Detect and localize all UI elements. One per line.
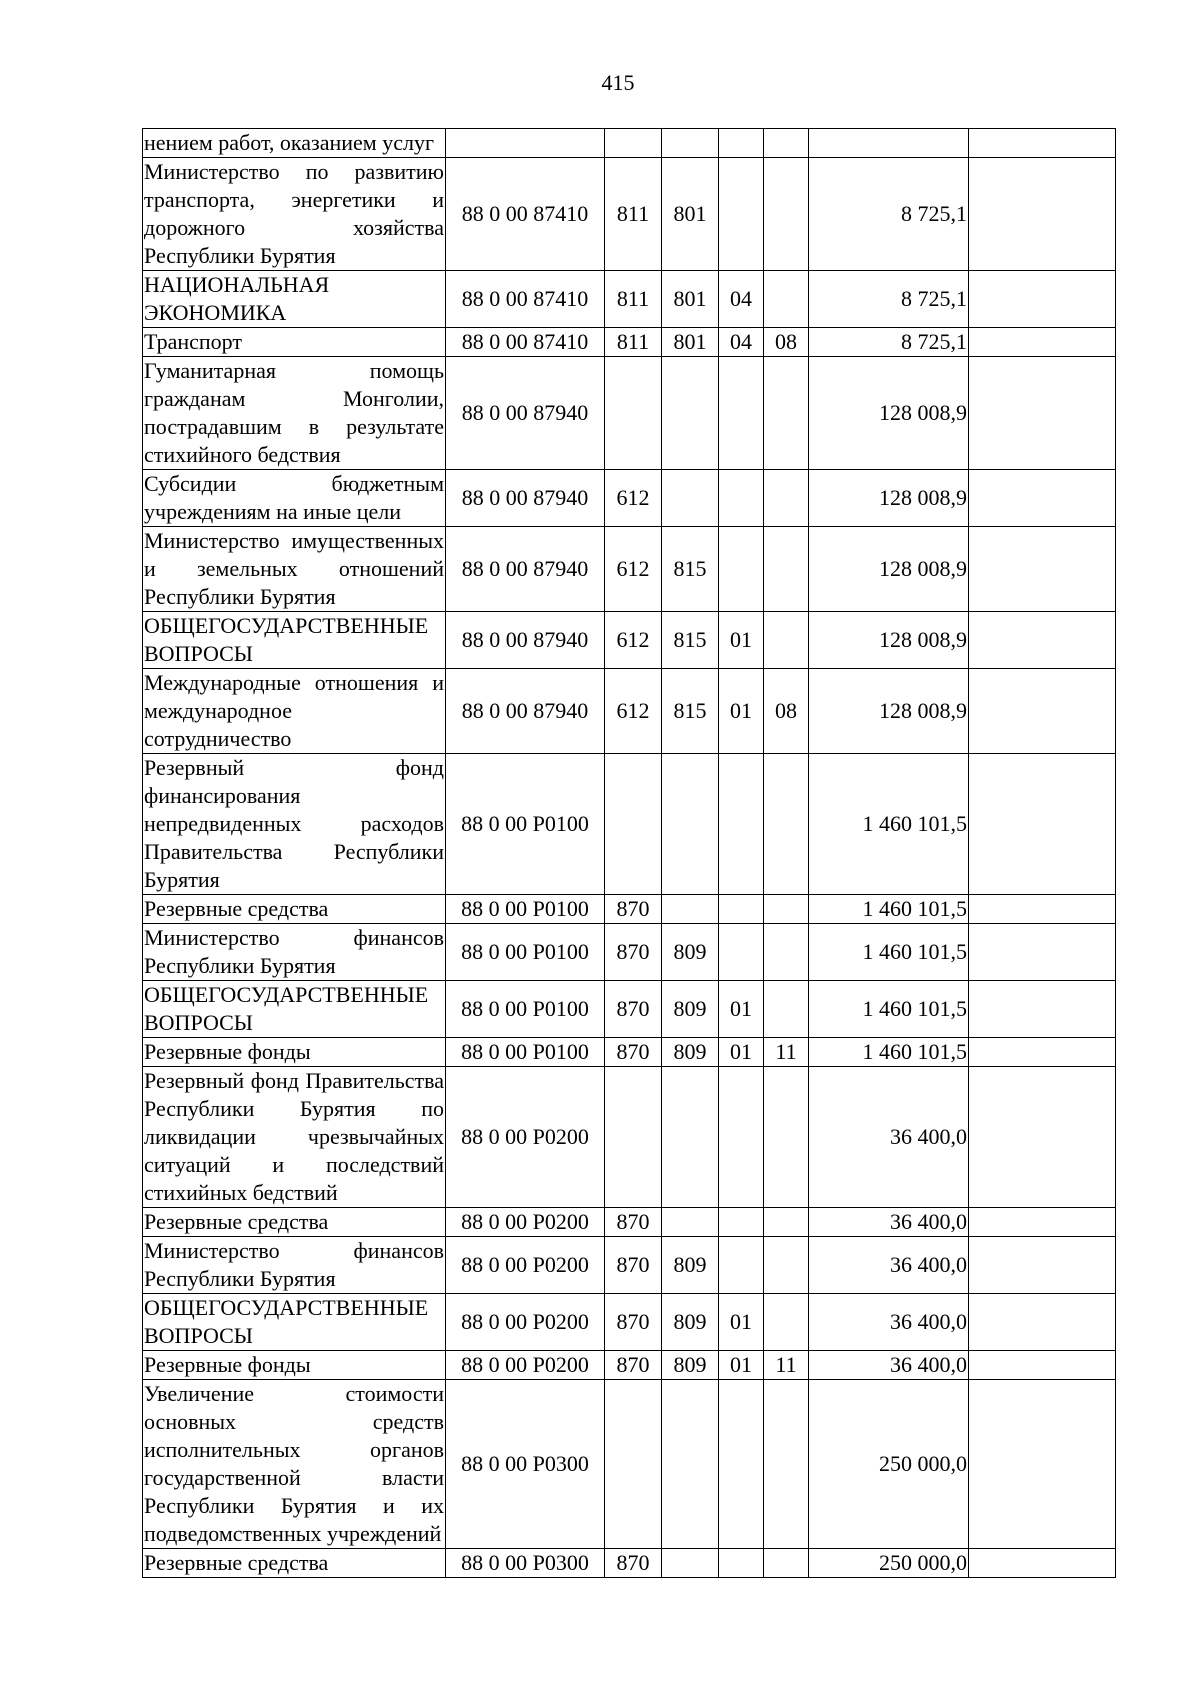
row-section xyxy=(719,924,764,981)
table-row xyxy=(143,1294,1116,1351)
row-subsection xyxy=(764,612,809,669)
table-row xyxy=(143,669,1116,754)
row-amount: 8 725,1 xyxy=(809,328,969,357)
row-name: ОБЩЕГОСУДАРСТВЕННЫЕ ВОПРОСЫ xyxy=(143,612,446,669)
row-name: Министерство по развитию транспорта, энергетики и дорожного хозяйства Республики Бурятия xyxy=(143,158,446,271)
row-subsection xyxy=(764,981,809,1038)
row-section xyxy=(719,527,764,612)
row-name: Резервные фонды xyxy=(143,1351,446,1380)
row-empty-column xyxy=(969,527,1116,612)
row-subsection: 11 xyxy=(764,1351,809,1380)
row-target-code: 88 0 00 P0300 xyxy=(446,1549,605,1578)
row-ministry-code: 809 xyxy=(662,1351,719,1380)
table-row xyxy=(143,129,1116,158)
row-expense-type xyxy=(605,357,662,470)
row-name: Увеличение стоимости основных средств исполнительных органов государственной власти Республики Бурятия и их подведомственных учреждений xyxy=(143,1380,446,1549)
row-section xyxy=(719,1067,764,1208)
row-subsection xyxy=(764,895,809,924)
row-ministry-code xyxy=(662,1549,719,1578)
row-amount: 36 400,0 xyxy=(809,1351,969,1380)
row-section xyxy=(719,1380,764,1549)
row-target-code: 88 0 00 P0300 xyxy=(446,1380,605,1549)
row-ministry-code xyxy=(662,470,719,527)
table-row xyxy=(143,1067,1116,1208)
row-amount: 36 400,0 xyxy=(809,1208,969,1237)
row-section: 01 xyxy=(719,1351,764,1380)
row-empty-column xyxy=(969,1351,1116,1380)
row-section xyxy=(719,1549,764,1578)
row-ministry-code xyxy=(662,1067,719,1208)
table-row xyxy=(143,612,1116,669)
row-subsection xyxy=(764,527,809,612)
row-amount: 1 460 101,5 xyxy=(809,895,969,924)
row-ministry-code xyxy=(662,895,719,924)
row-target-code: 88 0 00 P0200 xyxy=(446,1208,605,1237)
row-section xyxy=(719,1208,764,1237)
row-section: 04 xyxy=(719,328,764,357)
row-section: 04 xyxy=(719,271,764,328)
row-empty-column xyxy=(969,357,1116,470)
row-expense-type: 811 xyxy=(605,328,662,357)
row-ministry-code: 815 xyxy=(662,612,719,669)
row-name: Международные отношения и международное сотрудничество xyxy=(143,669,446,754)
row-expense-type xyxy=(605,129,662,158)
row-target-code: 88 0 00 P0200 xyxy=(446,1237,605,1294)
row-section: 01 xyxy=(719,981,764,1038)
row-empty-column xyxy=(969,1237,1116,1294)
row-empty-column xyxy=(969,1380,1116,1549)
row-amount: 128 008,9 xyxy=(809,669,969,754)
row-section xyxy=(719,129,764,158)
row-subsection: 08 xyxy=(764,669,809,754)
table-row xyxy=(143,981,1116,1038)
row-expense-type xyxy=(605,1380,662,1549)
row-ministry-code: 815 xyxy=(662,527,719,612)
row-subsection: 08 xyxy=(764,328,809,357)
row-name: ОБЩЕГОСУДАРСТВЕННЫЕ ВОПРОСЫ xyxy=(143,1294,446,1351)
row-empty-column xyxy=(969,1038,1116,1067)
row-expense-type: 870 xyxy=(605,1351,662,1380)
row-subsection xyxy=(764,470,809,527)
row-amount: 128 008,9 xyxy=(809,527,969,612)
row-ministry-code: 809 xyxy=(662,1294,719,1351)
row-subsection xyxy=(764,1549,809,1578)
row-amount: 128 008,9 xyxy=(809,470,969,527)
row-expense-type: 612 xyxy=(605,527,662,612)
row-expense-type xyxy=(605,1067,662,1208)
row-empty-column xyxy=(969,895,1116,924)
row-empty-column xyxy=(969,158,1116,271)
row-expense-type: 870 xyxy=(605,981,662,1038)
row-amount: 128 008,9 xyxy=(809,612,969,669)
row-expense-type: 612 xyxy=(605,612,662,669)
row-name: Министерство финансов Республики Бурятия xyxy=(143,1237,446,1294)
row-expense-type: 870 xyxy=(605,895,662,924)
row-expense-type: 612 xyxy=(605,669,662,754)
row-section: 01 xyxy=(719,669,764,754)
row-expense-type: 870 xyxy=(605,1294,662,1351)
row-name: НАЦИОНАЛЬНАЯ ЭКОНОМИКА xyxy=(143,271,446,328)
row-ministry-code: 809 xyxy=(662,1038,719,1067)
row-name: Гуманитарная помощь гражданам Монголии, пострадавшим в результате стихийного бедствия xyxy=(143,357,446,470)
row-expense-type: 870 xyxy=(605,1549,662,1578)
row-empty-column xyxy=(969,470,1116,527)
table-row xyxy=(143,1038,1116,1067)
budget-table xyxy=(142,128,1116,1578)
row-amount: 8 725,1 xyxy=(809,271,969,328)
row-amount xyxy=(809,129,969,158)
row-name: Резервные средства xyxy=(143,895,446,924)
row-section: 01 xyxy=(719,612,764,669)
row-subsection xyxy=(764,158,809,271)
row-expense-type: 870 xyxy=(605,1038,662,1067)
row-target-code: 88 0 00 P0200 xyxy=(446,1294,605,1351)
row-name: Субсидии бюджетным учреждениям на иные цели xyxy=(143,470,446,527)
row-section xyxy=(719,357,764,470)
row-expense-type: 612 xyxy=(605,470,662,527)
row-target-code: 88 0 00 P0200 xyxy=(446,1351,605,1380)
table-row xyxy=(143,271,1116,328)
table-row xyxy=(143,895,1116,924)
row-empty-column xyxy=(969,754,1116,895)
row-subsection xyxy=(764,1380,809,1549)
row-ministry-code: 801 xyxy=(662,271,719,328)
row-section xyxy=(719,158,764,271)
row-ministry-code xyxy=(662,357,719,470)
row-empty-column xyxy=(969,1294,1116,1351)
row-amount: 8 725,1 xyxy=(809,158,969,271)
row-name: Резервный фонд финансирования непредвиденных расходов Правительства Республики Бурятия xyxy=(143,754,446,895)
table-row xyxy=(143,1351,1116,1380)
row-expense-type: 870 xyxy=(605,924,662,981)
row-section: 01 xyxy=(719,1294,764,1351)
row-empty-column xyxy=(969,669,1116,754)
row-ministry-code: 801 xyxy=(662,158,719,271)
row-empty-column xyxy=(969,924,1116,981)
row-expense-type: 811 xyxy=(605,158,662,271)
row-ministry-code xyxy=(662,1208,719,1237)
row-ministry-code: 801 xyxy=(662,328,719,357)
row-expense-type xyxy=(605,754,662,895)
row-target-code: 88 0 00 87940 xyxy=(446,527,605,612)
row-amount: 1 460 101,5 xyxy=(809,981,969,1038)
row-subsection xyxy=(764,1067,809,1208)
table-row xyxy=(143,357,1116,470)
row-target-code: 88 0 00 P0100 xyxy=(446,1038,605,1067)
row-subsection: 11 xyxy=(764,1038,809,1067)
row-target-code: 88 0 00 P0100 xyxy=(446,924,605,981)
row-subsection xyxy=(764,1208,809,1237)
row-target-code: 88 0 00 P0100 xyxy=(446,981,605,1038)
row-subsection xyxy=(764,271,809,328)
row-section: 01 xyxy=(719,1038,764,1067)
row-amount: 36 400,0 xyxy=(809,1294,969,1351)
row-ministry-code xyxy=(662,1380,719,1549)
table-row xyxy=(143,1380,1116,1549)
table-row xyxy=(143,1208,1116,1237)
row-target-code: 88 0 00 87410 xyxy=(446,271,605,328)
row-amount: 1 460 101,5 xyxy=(809,924,969,981)
row-amount: 36 400,0 xyxy=(809,1067,969,1208)
row-empty-column xyxy=(969,328,1116,357)
row-empty-column xyxy=(969,271,1116,328)
row-target-code: 88 0 00 87410 xyxy=(446,328,605,357)
row-target-code: 88 0 00 P0100 xyxy=(446,895,605,924)
row-name: Резервный фонд Правительства Республики Бурятия по ликвидации чрезвычайных ситуаций и последствий стихийных бедствий xyxy=(143,1067,446,1208)
row-subsection xyxy=(764,1294,809,1351)
row-name: ОБЩЕГОСУДАРСТВЕННЫЕ ВОПРОСЫ xyxy=(143,981,446,1038)
row-amount: 250 000,0 xyxy=(809,1549,969,1578)
row-section xyxy=(719,470,764,527)
row-empty-column xyxy=(969,1067,1116,1208)
row-ministry-code: 809 xyxy=(662,1237,719,1294)
row-ministry-code: 809 xyxy=(662,981,719,1038)
row-empty-column xyxy=(969,612,1116,669)
page-number: 415 xyxy=(601,70,635,95)
table-row xyxy=(143,1549,1116,1578)
row-subsection xyxy=(764,357,809,470)
row-target-code: 88 0 00 87940 xyxy=(446,612,605,669)
table-row xyxy=(143,924,1116,981)
row-name: Резервные фонды xyxy=(143,1038,446,1067)
row-target-code: 88 0 00 87940 xyxy=(446,357,605,470)
row-expense-type: 870 xyxy=(605,1208,662,1237)
row-name: Министерство финансов Республики Бурятия xyxy=(143,924,446,981)
row-expense-type: 811 xyxy=(605,271,662,328)
row-name: Резервные средства xyxy=(143,1549,446,1578)
row-ministry-code xyxy=(662,129,719,158)
row-ministry-code: 809 xyxy=(662,924,719,981)
row-amount: 36 400,0 xyxy=(809,1237,969,1294)
row-target-code: 88 0 00 87940 xyxy=(446,470,605,527)
row-ministry-code xyxy=(662,754,719,895)
row-amount: 1 460 101,5 xyxy=(809,1038,969,1067)
row-empty-column xyxy=(969,1208,1116,1237)
row-name: нением работ, оказанием услуг xyxy=(143,129,446,158)
row-amount: 1 460 101,5 xyxy=(809,754,969,895)
row-ministry-code: 815 xyxy=(662,669,719,754)
row-amount: 250 000,0 xyxy=(809,1380,969,1549)
row-subsection xyxy=(764,129,809,158)
row-target-code: 88 0 00 P0200 xyxy=(446,1067,605,1208)
row-expense-type: 870 xyxy=(605,1237,662,1294)
row-target-code: 88 0 00 87940 xyxy=(446,669,605,754)
table-row xyxy=(143,1237,1116,1294)
row-section xyxy=(719,754,764,895)
row-empty-column xyxy=(969,981,1116,1038)
row-subsection xyxy=(764,924,809,981)
row-target-code: 88 0 00 87410 xyxy=(446,158,605,271)
row-name: Резервные средства xyxy=(143,1208,446,1237)
table-row xyxy=(143,328,1116,357)
row-target-code: 88 0 00 P0100 xyxy=(446,754,605,895)
table-row xyxy=(143,754,1116,895)
table-row xyxy=(143,158,1116,271)
row-subsection xyxy=(764,754,809,895)
row-empty-column xyxy=(969,129,1116,158)
row-empty-column xyxy=(969,1549,1116,1578)
row-name: Транспорт xyxy=(143,328,446,357)
row-target-code xyxy=(446,129,605,158)
row-subsection xyxy=(764,1237,809,1294)
row-name: Министерство имущественных и земельных отношений Республики Бурятия xyxy=(143,527,446,612)
row-section xyxy=(719,1237,764,1294)
table-row xyxy=(143,470,1116,527)
table-row xyxy=(143,527,1116,612)
row-section xyxy=(719,895,764,924)
row-amount: 128 008,9 xyxy=(809,357,969,470)
